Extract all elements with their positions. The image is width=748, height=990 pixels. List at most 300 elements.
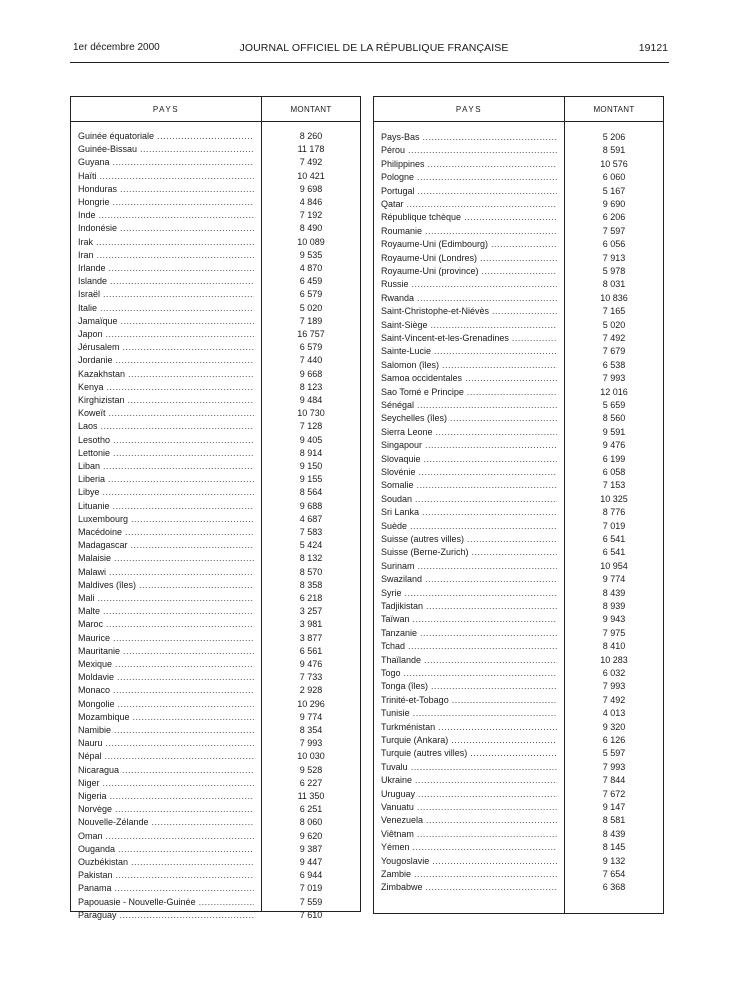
- amount-value: 10 283: [600, 654, 628, 665]
- table-row: [374, 426, 664, 439]
- table-row: [71, 354, 361, 367]
- amount-value: 10 954: [600, 560, 628, 571]
- amount-value: 9 155: [299, 474, 323, 485]
- amount-value: 5 424: [299, 540, 323, 551]
- table-row: [374, 131, 664, 144]
- table-row: [71, 222, 361, 235]
- amount-value: 8 031: [602, 279, 626, 290]
- table-row: [71, 552, 361, 565]
- table-row: [71, 288, 361, 301]
- amount-value: 8 060: [299, 817, 323, 828]
- country-name: Papouasie - Nouvelle-Guinée .....: [78, 896, 254, 909]
- table-row: [71, 262, 361, 275]
- amount-value: 6 459: [299, 276, 323, 287]
- table-row: [374, 345, 664, 358]
- amount-value: 7 492: [602, 333, 626, 343]
- table-row: [374, 828, 664, 841]
- amount-value: 6 032: [602, 668, 626, 678]
- country-name: Guinée équatoriale .....: [78, 130, 254, 143]
- country-name: Uruguay .....: [381, 788, 557, 801]
- amount-value: 10 836: [600, 292, 628, 303]
- table-row: [374, 667, 664, 680]
- country-name: Saint-Christophe-et-Niévès .....: [381, 305, 557, 318]
- amount-value: 9 320: [602, 721, 626, 732]
- country-name: Suède .....: [381, 520, 557, 533]
- table-row: [374, 372, 664, 385]
- amount-value: 7 844: [602, 775, 626, 786]
- table-row: [374, 788, 664, 801]
- table-row: [374, 292, 664, 305]
- amount-value: 10 421: [297, 170, 325, 181]
- country-name: Népal .....: [78, 750, 254, 763]
- right-table: [373, 96, 664, 914]
- table-row: [71, 328, 361, 341]
- amount-value: 9 591: [602, 426, 626, 437]
- country-name: Niger .....: [78, 777, 254, 790]
- amount-value: 9 698: [299, 183, 323, 194]
- country-name: Monaco .....: [78, 684, 254, 697]
- table-row: [374, 707, 664, 720]
- amount-value: 7 597: [602, 225, 626, 236]
- country-name: Nauru .....: [78, 737, 254, 750]
- country-name: Guinée-Bissau .....: [78, 143, 254, 156]
- table-row: [71, 513, 361, 526]
- country-name: Nigeria .....: [78, 790, 254, 803]
- amount-value: 9 690: [602, 199, 626, 209]
- country-name: Lettonie .....: [78, 447, 254, 460]
- country-name: Turkménistan .....: [381, 721, 557, 734]
- table-row: [71, 183, 361, 196]
- table-row: [374, 158, 664, 171]
- table-row: [374, 613, 664, 626]
- amount-value: 9 620: [299, 830, 323, 841]
- amount-value: 10 030: [297, 751, 325, 762]
- table-row: [71, 156, 361, 169]
- country-name: Turquie (Ankara) .....: [381, 734, 557, 747]
- country-name: Russie .....: [381, 278, 557, 291]
- country-name: Tchad .....: [381, 640, 557, 653]
- table-row: [374, 319, 664, 332]
- amount-value: 8 410: [602, 641, 626, 652]
- country-name: Laos .....: [78, 420, 254, 433]
- table-row: [71, 447, 361, 460]
- amount-value: 9 774: [299, 711, 323, 722]
- table-row: [71, 407, 361, 420]
- amount-value: 3 257: [299, 606, 323, 617]
- amount-value: 9 528: [299, 764, 323, 775]
- table-row: [374, 560, 664, 573]
- table-row: [71, 209, 361, 222]
- country-name: Oman .....: [78, 830, 254, 843]
- country-name: Seychelles (îles) .....: [381, 412, 557, 425]
- country-name: Mongolie .....: [78, 698, 254, 711]
- left-table: [70, 96, 361, 920]
- amount-value: 6 251: [299, 804, 323, 815]
- amount-value: 7 975: [602, 627, 626, 638]
- amount-value: 7 654: [602, 869, 626, 879]
- country-name: Royaume-Uni (Edimbourg) .....: [381, 238, 557, 251]
- country-name: Israël .....: [78, 288, 254, 301]
- country-name: Togo .....: [381, 667, 557, 680]
- table-row: [374, 238, 664, 251]
- amount-value: 4 013: [602, 708, 626, 719]
- amount-value: 9 147: [602, 802, 626, 812]
- table-row: [71, 777, 361, 790]
- table-row: [71, 711, 361, 724]
- table-row: [374, 747, 664, 760]
- country-name: Taïwan .....: [381, 613, 557, 626]
- table-row: [374, 506, 664, 519]
- amount-value: 8 914: [299, 447, 323, 458]
- amount-value: 5 020: [299, 302, 323, 313]
- country-name: Yémen .....: [381, 841, 557, 854]
- country-name: République tchèque .....: [381, 211, 557, 224]
- country-name: Singapour .....: [381, 439, 557, 452]
- table-row: [71, 275, 361, 288]
- amount-value: 8 439: [602, 828, 626, 839]
- country-name: Sri Lanka .....: [381, 506, 557, 519]
- table-row: [71, 856, 361, 869]
- amount-value: 8 439: [602, 587, 626, 598]
- country-name: Inde .....: [78, 209, 254, 222]
- country-name: Jérusalem .....: [78, 341, 254, 354]
- amount-value: 9 132: [602, 855, 626, 866]
- table-row: [71, 684, 361, 697]
- table-row: [374, 453, 664, 466]
- country-name: Macédoine .....: [78, 526, 254, 539]
- amount-value: 9 476: [602, 440, 626, 451]
- table-row: [374, 734, 664, 747]
- table-row: [71, 368, 361, 381]
- table-row: [71, 460, 361, 473]
- amount-value: 7 153: [602, 480, 626, 491]
- table-row: [71, 632, 361, 645]
- table-row: [374, 493, 664, 506]
- country-name: Somalie .....: [381, 479, 557, 492]
- table-row: [71, 236, 361, 249]
- table-row: [71, 143, 361, 156]
- amount-value: 5 020: [602, 319, 626, 330]
- table-row: [374, 680, 664, 693]
- table-row: [374, 640, 664, 653]
- table-row: [374, 841, 664, 854]
- country-name: Irak .....: [78, 236, 254, 249]
- amount-value: 4 687: [299, 513, 323, 524]
- table-row: [374, 774, 664, 787]
- table-row: [374, 573, 664, 586]
- country-name: Royaume-Uni (Londres) .....: [381, 252, 557, 265]
- amount-value: 10 576: [600, 158, 628, 169]
- table-row: [71, 671, 361, 684]
- amount-value: 8 260: [299, 131, 323, 141]
- amount-value: 7 128: [299, 421, 323, 432]
- amount-value: 5 167: [602, 185, 626, 196]
- country-name: Venezuela .....: [381, 814, 557, 827]
- table-row: [374, 211, 664, 224]
- country-name: Namibie .....: [78, 724, 254, 737]
- country-name: Tuvalu .....: [381, 761, 557, 774]
- country-name: Nicaragua .....: [78, 764, 254, 777]
- table-row: [374, 600, 664, 613]
- amount-value: 10 296: [297, 698, 325, 709]
- country-name: Mauritanie .....: [78, 645, 254, 658]
- country-name: Ukraine .....: [381, 774, 557, 787]
- amount-value: 9 535: [299, 249, 323, 260]
- table-row: [374, 721, 664, 734]
- amount-value: 7 165: [602, 306, 626, 317]
- country-name: Jamaïque .....: [78, 315, 254, 328]
- country-name: Suisse (autres villes) .....: [381, 533, 557, 546]
- country-name: Samoa occidentales .....: [381, 372, 557, 385]
- amount-value: 4 870: [299, 263, 323, 273]
- table-row: [71, 882, 361, 895]
- country-name: Italie .....: [78, 302, 254, 315]
- amount-value: 11 350: [297, 791, 325, 801]
- amount-value: 8 490: [299, 223, 323, 234]
- country-name: Slovénie .....: [381, 466, 557, 479]
- table-row: [71, 816, 361, 829]
- amount-value: 8 560: [602, 413, 626, 424]
- country-name: Pakistan .....: [78, 869, 254, 882]
- amount-value: 7 019: [602, 520, 626, 531]
- amount-value: 8 581: [602, 815, 626, 826]
- table-row: [71, 658, 361, 671]
- table-row: [71, 579, 361, 592]
- country-name: Pays-Bas .....: [381, 131, 557, 144]
- country-name: Rwanda .....: [381, 292, 557, 305]
- country-name: Sao Tomé e Principe .....: [381, 386, 557, 399]
- table-row: [374, 144, 664, 157]
- amount-value: 6 199: [602, 453, 626, 464]
- amount-value: 6 368: [602, 882, 626, 893]
- amount-value: 8 570: [299, 566, 323, 577]
- amount-value: 16 757: [297, 329, 325, 339]
- table-row: [374, 587, 664, 600]
- amount-value: 9 668: [299, 368, 323, 379]
- table-row: [71, 341, 361, 354]
- table-row: [71, 434, 361, 447]
- amount-value: 7 993: [602, 761, 626, 772]
- table-row: [374, 855, 664, 868]
- country-name: Honduras .....: [78, 183, 254, 196]
- amount-value: 6 218: [299, 593, 323, 603]
- column-header-pays: PAYS: [152, 105, 180, 114]
- country-name: Panama .....: [78, 882, 254, 895]
- country-name: Ouzbékistan .....: [78, 856, 254, 869]
- country-name: Mexique .....: [78, 658, 254, 671]
- table-row: [374, 412, 664, 425]
- country-name: Irlande .....: [78, 262, 254, 275]
- table-row: [71, 381, 361, 394]
- amount-value: 7 492: [602, 694, 626, 705]
- country-name: Philippines .....: [381, 158, 557, 171]
- amount-value: 9 447: [299, 857, 323, 867]
- amount-value: 8 354: [299, 725, 323, 735]
- table-row: [71, 592, 361, 605]
- table-row: [71, 830, 361, 843]
- amount-value: 6 541: [602, 547, 626, 558]
- country-name: Pérou .....: [381, 144, 557, 157]
- table-row: [374, 386, 664, 399]
- country-name: Islande .....: [78, 275, 254, 288]
- amount-value: 7 993: [602, 681, 626, 692]
- amount-value: 3 877: [299, 632, 323, 643]
- amount-value: 5 659: [602, 400, 626, 410]
- country-name: Slovaquie .....: [381, 453, 557, 466]
- amount-value: 7 679: [602, 346, 626, 357]
- amount-value: 6 561: [299, 645, 323, 656]
- amount-value: 7 913: [602, 252, 626, 263]
- amount-value: 8 132: [299, 553, 323, 564]
- table-row: [71, 196, 361, 209]
- country-name: Malaisie .....: [78, 552, 254, 565]
- amount-value: 8 776: [602, 507, 626, 518]
- country-name: Trinité-et-Tobago .....: [381, 694, 557, 707]
- country-name: Tunisie .....: [381, 707, 557, 720]
- table-row: [71, 764, 361, 777]
- country-name: Moldavie .....: [78, 671, 254, 684]
- amount-value: 6 056: [602, 239, 626, 250]
- table-row: [374, 546, 664, 559]
- amount-value: 5 597: [602, 748, 626, 759]
- table-row: [374, 439, 664, 452]
- country-name: Haïti .....: [78, 170, 254, 183]
- amount-value: 9 476: [299, 659, 323, 669]
- country-name: Suisse (Berne-Zurich) .....: [381, 546, 557, 559]
- table-row: [374, 520, 664, 533]
- table-row: [374, 198, 664, 211]
- table-row: [71, 539, 361, 552]
- page-number: 19121: [638, 42, 668, 54]
- table-row: [374, 399, 664, 412]
- table-row: [374, 627, 664, 640]
- country-name: Maurice .....: [78, 632, 254, 645]
- country-name: Luxembourg .....: [78, 513, 254, 526]
- country-name: Ouganda .....: [78, 843, 254, 856]
- amount-value: 11 178: [297, 144, 325, 155]
- amount-value: 6 058: [602, 467, 626, 477]
- country-name: Libye .....: [78, 486, 254, 499]
- table-row: [71, 869, 361, 882]
- amount-value: 6 538: [602, 359, 626, 370]
- country-name: Pologne .....: [381, 171, 557, 184]
- country-name: Roumanie .....: [381, 225, 557, 238]
- header-date: 1er décembre 2000: [73, 42, 160, 53]
- table-row: [71, 473, 361, 486]
- amount-value: 9 405: [299, 434, 323, 445]
- table-row: [374, 814, 664, 827]
- country-name: Norvège .....: [78, 803, 254, 816]
- table-row: [71, 737, 361, 750]
- column-header-pays: PAYS: [455, 105, 483, 114]
- table-row: [71, 315, 361, 328]
- table-row: [374, 881, 664, 894]
- amount-value: 7 993: [602, 373, 626, 384]
- amount-value: 6 126: [602, 735, 626, 745]
- journal-title: JOURNAL OFFICIEL DE LA RÉPUBLIQUE FRANÇAISE: [239, 42, 509, 54]
- table-row: [71, 724, 361, 737]
- amount-value: 6 060: [602, 172, 626, 183]
- table-row: [71, 790, 361, 803]
- amount-value: 8 939: [602, 601, 626, 611]
- country-name: Sierra Leone .....: [381, 426, 557, 439]
- amount-value: 3 981: [299, 619, 323, 630]
- column-header-montant: MONTANT: [290, 105, 332, 114]
- country-name: Vanuatu .....: [381, 801, 557, 814]
- table-row: [71, 526, 361, 539]
- amount-value: 10 325: [600, 493, 628, 504]
- table-row: [374, 868, 664, 881]
- country-name: Qatar .....: [381, 198, 557, 211]
- country-name: Lituanie .....: [78, 500, 254, 513]
- country-name: Thaïlande .....: [381, 654, 557, 667]
- amount-value: 7 440: [299, 355, 323, 366]
- amount-value: 4 846: [299, 197, 323, 207]
- country-name: Yougoslavie .....: [381, 855, 557, 868]
- amount-value: 6 541: [602, 534, 626, 544]
- table-row: [374, 171, 664, 184]
- country-name: Mali .....: [78, 592, 254, 605]
- amount-value: 7 610: [299, 909, 323, 920]
- table-row: [374, 761, 664, 774]
- table-row: [71, 130, 361, 143]
- amount-value: 6 227: [299, 777, 323, 788]
- table-row: [71, 170, 361, 183]
- table-row: [71, 803, 361, 816]
- country-name: Maroc .....: [78, 618, 254, 631]
- table-row: [71, 420, 361, 433]
- table-row: [374, 225, 664, 238]
- table-row: [71, 566, 361, 579]
- table-row: [374, 305, 664, 318]
- amount-value: 9 688: [299, 500, 323, 511]
- country-name: Tonga (îles) .....: [381, 680, 557, 693]
- country-name: Koweït .....: [78, 407, 254, 420]
- amount-value: 8 145: [602, 842, 626, 853]
- country-name: Surinam .....: [381, 560, 557, 573]
- amount-value: 9 774: [602, 574, 626, 585]
- table-row: [374, 252, 664, 265]
- country-name: Zambie .....: [381, 868, 557, 881]
- country-name: Jordanie .....: [78, 354, 254, 367]
- country-name: Sainte-Lucie .....: [381, 345, 557, 358]
- amount-value: 9 387: [299, 843, 323, 854]
- country-name: Malawi .....: [78, 566, 254, 579]
- country-name: Royaume-Uni (province) .....: [381, 265, 557, 278]
- country-name: Paraguay .....: [78, 909, 254, 922]
- country-name: Iran .....: [78, 249, 254, 262]
- amount-value: 6 944: [299, 870, 323, 881]
- header-rule: [70, 62, 669, 63]
- country-name: Kenya .....: [78, 381, 254, 394]
- country-name: Saint-Siège .....: [381, 319, 557, 332]
- country-name: Liban .....: [78, 460, 254, 473]
- table-row: [71, 896, 361, 909]
- amount-value: 7 019: [299, 883, 323, 894]
- table-row: [374, 278, 664, 291]
- amount-value: 7 192: [299, 210, 323, 221]
- country-name: Malte .....: [78, 605, 254, 618]
- country-name: Swaziland .....: [381, 573, 557, 586]
- table-row: [374, 801, 664, 814]
- country-name: Hongrie .....: [78, 196, 254, 209]
- amount-value: 8 591: [602, 145, 626, 156]
- country-name: Soudan .....: [381, 493, 557, 506]
- country-name: Nouvelle-Zélande .....: [78, 816, 254, 829]
- amount-value: 5 978: [602, 266, 626, 276]
- amount-value: 7 559: [299, 896, 323, 907]
- amount-value: 10 730: [297, 408, 325, 419]
